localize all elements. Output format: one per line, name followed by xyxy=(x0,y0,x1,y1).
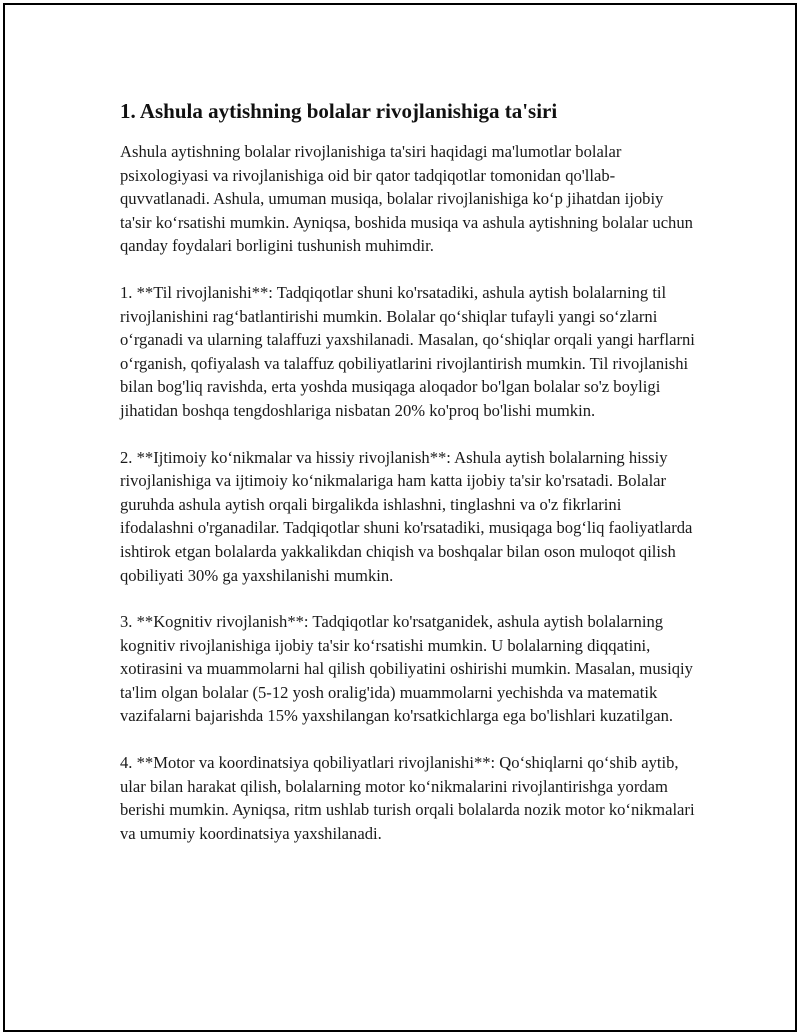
document-page xyxy=(3,3,797,1032)
intro-paragraph: Ashula aytishning bolalar rivojlanishiga ta'siri haqidagi ma'lumotlar bolalar psixologiyasi va rivojlanishiga oid bir qator tadqiqotlar tomonidan qo'llab-quvvatlanadi. Ashula, umuman musiqa, bolalar rivojlanishiga ko‘p jihatdan ijobiy ta'sir ko‘rsatishi mumkin. Ayniqsa, boshida musiqa va ashula aytishning bolalar uchun qanday foydalari borligini tushunish muhimdir. xyxy=(120,142,693,256)
paragraph-motor-coordination: 4. **Motor va koordinatsiya qobiliyatlari rivojlanishi**: Qo‘shiqlarni qo‘shib aytib, ular bilan harakat qilish, bolalarning motor ko‘nikmalarini rivojlantirishga yordam berishi mumkin. Ayniqsa, ritm ushlab turish orqali bolalarda nozik motor ko‘nikmalari va umumiy koordinatsiya yaxshilanadi. xyxy=(120,753,695,843)
section-heading: 1. Ashula aytishning bolalar rivojlanishiga ta'siri xyxy=(120,99,558,123)
paragraph-social-emotional: 2. **Ijtimoiy ko‘nikmalar va hissiy rivojlanish**: Ashula aytish bolalarning hissiy rivojlanishiga va ijtimoiy ko‘nikmalariga ham katta ijobiy ta'sir ko'rsatadi. Bolalar guruhda ashula aytish orqali birgalikda ishlashni, tinglashni va o'z fikrlarini ifodalashni o'rganadilar. Tadqiqotlar shuni ko'rsatadiki, musiqaga bog‘liq faoliyatlarda ishtirok etgan bolalarda yakkalikdan chiqish va boshqalar bilan oson muloqot qilish qobiliyati 30% ga yaxshilanishi mumkin. xyxy=(120,447,693,585)
paragraph-language-development: 1. **Til rivojlanishi**: Tadqiqotlar shuni ko'rsatadiki, ashula aytish bolalarning til rivojlanishini rag‘batlantirishi mumkin. Bolalar qo‘shiqlar tufayli yangi so‘zlarni o‘rganadi va ularning talaffuzi yaxshilanadi. Masalan, qo‘shiqlar orqali yangi harflarni o‘rganish, qofiyalash va talaffuz qobiliyatlarini rivojlantirish mumkin. Til rivojlanishi bilan bog'liq ravishda, erta yoshda musiqaga aloqador bo'lgan bolalar so'z boyligi jihatidan boshqa tengdoshlariga nisbatan 20% ko'proq bo'lishi mumkin. xyxy=(120,282,695,420)
paragraph-cognitive: 3. **Kognitiv rivojlanish**: Tadqiqotlar ko'rsatganidek, ashula aytish bolalarning kognitiv rivojlanishiga ijobiy ta'sir ko‘rsatishi mumkin. U bolalarning diqqatini, xotirasini va muammolarni hal qilish qobiliyatini oshirishi mumkin. Masalan, musiqiy ta'lim olgan bolalar (5-12 yosh oralig'ida) muammolarni yechishda va matematik vazifalarni bajarishda 15% yaxshilangan ko'rsatkichlarga ega bo'lishlari kuzatilgan. xyxy=(120,612,693,726)
document-body xyxy=(120,97,695,868)
